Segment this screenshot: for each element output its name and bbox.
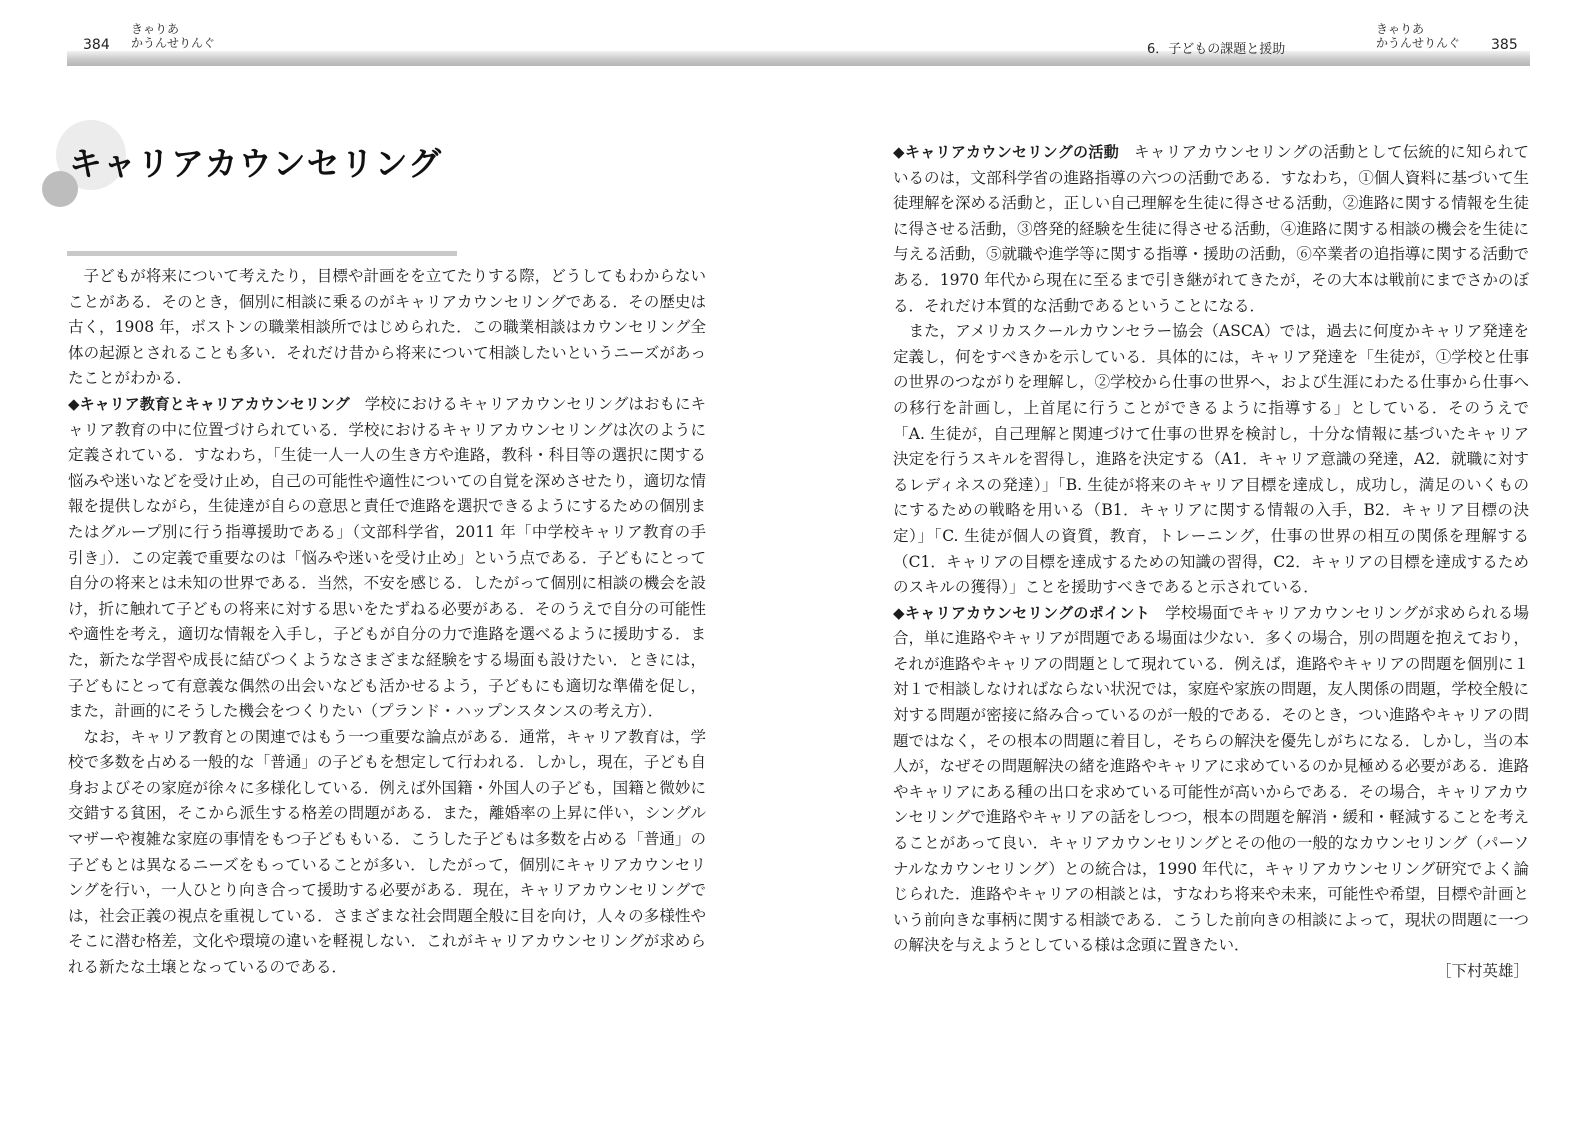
running-head-kana-left: [131, 22, 215, 50]
section-heading: ◆キャリア教育とキャリアカウンセリング: [68, 394, 350, 413]
section-counseling-points: [893, 601, 1529, 959]
running-head-kana-right: [1376, 22, 1460, 50]
right-page-column: [893, 140, 1529, 985]
entry-title: キャリアカウンセリング: [69, 144, 443, 183]
section-career-education: [68, 392, 706, 725]
page-number-right: 385: [1491, 37, 1518, 53]
page-number-left: 384: [83, 37, 110, 53]
running-head-kana-line: かうんせりんぐ: [1376, 36, 1461, 50]
section-heading: ◆キャリアカウンセリングのポイント: [893, 603, 1151, 622]
running-head-kana-line: かうんせりんぐ: [131, 36, 216, 50]
intro-paragraph: 子どもが将来について考えたり，目標や計画をを立てたりする際，どうしてもわからないことがある．そのとき，個別に相談に乗るのがキャリアカウンセリングである．その歴史は古く，1908 年，ボストンの職業相談所ではじめられた．この職業相談はカウンセリング全体の起源とされることも多い．それだけ昔から将来について相談したいというニーズがあったことがわかる．: [68, 267, 706, 388]
diversity-paragraph: なお，キャリア教育との関連ではもう一つ重要な論点がある．通常，キャリア教育は，学校で多数を占める一般的な「普通」の子どもを想定して行われる．しかし，現在，子ども自身およびその家庭が徐々に多様化している．例えば外国籍・外国人の子ども，国籍と微妙に交錯する貧困，そこから派生する格差の問題がある．また，離婚率の上昇に伴い，シングルマザーや複雑な家庭の事情をもつ子どももいる．こうした子どもは多数を占める「普通」の子どもとは異なるニーズをもっていることが多い．したがって，個別にキャリアカウンセリングを行い，一人ひとり向き合って援助する必要がある．現在，キャリアカウンセリングでは，社会正義の視点を重視している．さまざまな社会問題全般に目を向け，人々の多様性やそこに潜む格差，文化や環境の違いを軽視しない．これがキャリアカウンセリングが求められる新たな土壌となっているのである．: [68, 727, 706, 977]
left-page-column: [68, 264, 706, 981]
header-rule-left: [67, 51, 797, 66]
asca-paragraph: また，アメリカスクールカウンセラー協会（ASCA）では，過去に何度かキャリア発達を定義し，何をすべきかを示している．具体的には，キャリア発達を「生徒が，①学校と仕事の世界のつながりを理解し，②学校から仕事の世界へ，および生涯にわたる仕事から仕事への移行を計画し，上首尾に行うことができるように指導する」としている．そのうえで「A. 生徒が，自己理解と関連づけて仕事の世界を検討し，十分な情報に基づいたキャリア決定を行うスキルを習得し，進路を決定する（A1．キャリア意識の発達，A2．就職に対するレディネスの発達）」「B. 生徒が将来のキャリア目標を達成し，成功し，満足のいくものにするための戦略を用いる（B1．キャリアに関する情報の入手，B2．キャリア目標の決定）」「C. 生徒が個人の資質，教育，トレーニング，仕事の世界の相互の関係を理解する（C1．キャリアの目標を達成するための知識の習得，C2．キャリアの目標を達成するためのスキルの獲得）」ことを援助すべきであると示されている．: [893, 322, 1529, 597]
title-underline-rule: [67, 251, 457, 256]
running-head-kana-line: きゃりあ: [131, 22, 180, 36]
section-heading: ◆キャリアカウンセリングの活動: [893, 143, 1120, 161]
chapter-running-head: 6．子どもの課題と援助: [1147, 42, 1286, 57]
section-body: 学校場面でキャリアカウンセリングが求められる場合，単に進路やキャリアが問題である場面は少ない．多くの場合，別の問題を抱えており，それが進路やキャリアの問題として現れている．例えば，進路やキャリアの問題を個別に１対１で相談しなければならない状況では，家庭や家族の問題，友人関係の問題，学校全般に対する問題が密接に絡み合っているのが一般的である．そのとき，つい進路やキャリアの問題ではなく，その根本の問題に着目し，そちらの解決を優先しがちになる．しかし，当の本人が，なぜその問題解決の緒を進路やキャリアに求めているのか見極める必要がある．進路やキャリアにある種の出口を求めている可能性が高いからである．その場合，キャリアカウンセリングで進路やキャリアの話をしつつ，根本の問題を解消・緩和・軽減することを考えることがあって良い．キャリアカウンセリングとその他の一般的なカウンセリング（パーソナルなカウンセリング）との統合は，1990 年代に，キャリアカウンセリング研究でよく論じられた．進路やキャリアの相談とは，すなわち将来や未来，可能性や希望，目標や計画という前向きな事柄に関する相談である．こうした前向きの相談によって，現状の問題に一つの解決を与えようとしている様は念頭に置きたい．: [893, 603, 1529, 955]
section-body: キャリアカウンセリングの活動として伝統的に知られているのは，文部科学省の進路指導の六つの活動である．すなわち，①個人資料に基づいて生徒理解を深める活動と，正しい自己理解を生徒に得させる活動，②進路に関する情報を生徒に得させる活動，③啓発的経験を生徒に得させる活動，④進路に関する相談の機会を生徒に与える活動，⑤就職や進学等に関する指導・援助の活動，⑥卒業者の追指導に関する活動である．1970 年代から現在に至るまで引き継がれてきたが，その大本は戦前にまでさかのぼる．それだけ本質的な活動であるということになる．: [893, 143, 1529, 315]
section-counseling-activities: [893, 140, 1529, 319]
author-credit: ［下村英雄］: [1435, 962, 1529, 980]
running-head-kana-line: きゃりあ: [1376, 22, 1425, 36]
section-body: 学校におけるキャリアカウンセリングはおもにキャリア教育の中に位置づけられている．学校におけるキャリアカウンセリングは次のように定義されている．すなわち，「生徒一人一人の生き方や進路，教科・科目等の選択に関する悩みや迷いなどを受け止め，自己の可能性や適性についての自覚を深めさせたり，適切な情報を提供しながら，生徒達が自らの意思と責任で進路を選択できるようにするための個別またはグループ別に行う指導援助である」（文部科学省，2011 年「中学校キャリア教育の手引き」）．この定義で重要なのは「悩みや迷いを受け止め」という点である．子どもにとって自分の将来とは未知の世界である．当然，不安を感じる．したがって個別に相談の機会を設け，折に触れて子どもの将来に対する思いをたずねる必要がある．そのうえで自分の可能性や適性を考え，適切な情報を入手し，子どもが自分の力で進路を選べるように援助する．また，新たな学習や成長に結びつくようなさまざまな経験をする場面も設けたい．ときには，子どもにとって有意義な偶然の出会いなども活かせるよう，子どもにも適切な準備を促し，また，計画的にそうした機会をつくりたい（プランド・ハップンスタンスの考え方）．: [68, 394, 706, 721]
